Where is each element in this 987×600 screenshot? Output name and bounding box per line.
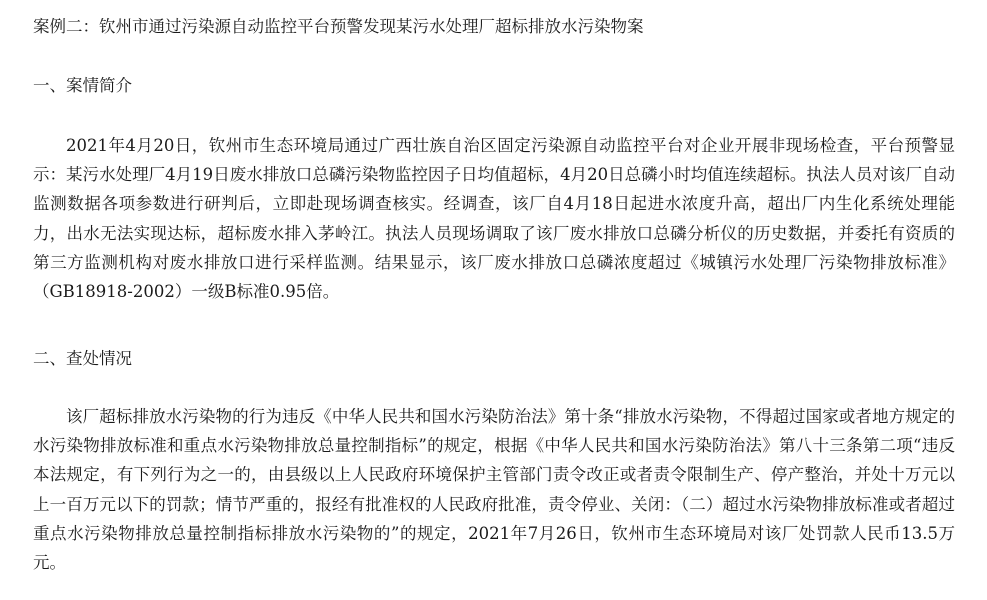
paragraph-case-summary: 2021年4月20日，钦州市生态环境局通过广西壮族自治区固定污染源自动监控平台对企业开展非现场检查，平台预警显示：某污水处理厂4月19日废水排放口总磷污染物监控因子日均值超标，4月20日总磷小时均值连续超标。执法人员对该厂自动监测数据各项参数进行研判后，立即赴现场调查核实。经调查，该厂自4月18日起进水浓度升高，超出厂内生化系统处理能力，出水无法实现达标，超标废水排入茅岭江。执法人员现场调取了该厂废水排放口总磷分析仪的历史数据，并委托有资质的第三方监测机构对废水排放口进行采样监测。结果显示，该厂废水排放口总磷浓度超过《城镇污水处理厂污染物排放标准》（GB18918-2002）一级B标准0.95倍。 xyxy=(33,136,955,302)
section-heading-investigation: 二、查处情况 xyxy=(33,349,132,368)
section-heading-case-summary: 一、案情简介 xyxy=(33,76,132,95)
paragraph-investigation: 该厂超标排放水污染物的行为违反《中华人民共和国水污染防治法》第十条“排放水污染物，不得超过国家或者地方规定的水污染物排放标准和重点水污染物排放总量控制指标”的规定，根据《中华人民共和国水污染防治法》第八十三条第二项“违反本法规定，有下列行为之一的，由县级以上人民政府环境保护主管部门责令改正或者责令限制生产、停产整治，并处十万元以上一百万元以下的罚款；情节严重的，报经有批准权的人民政府批准，责令停业、关闭：（二）超过水污染物排放标准或者超过重点水污染物排放总量控制指标排放水污染物的”的规定，2021年7月26日，钦州市生态环境局对该厂处罚款人民币13.5万元。 xyxy=(33,407,955,573)
document-title: 案例二：钦州市通过污染源自动监控平台预警发现某污水处理厂超标排放水污染物案 xyxy=(33,17,644,36)
